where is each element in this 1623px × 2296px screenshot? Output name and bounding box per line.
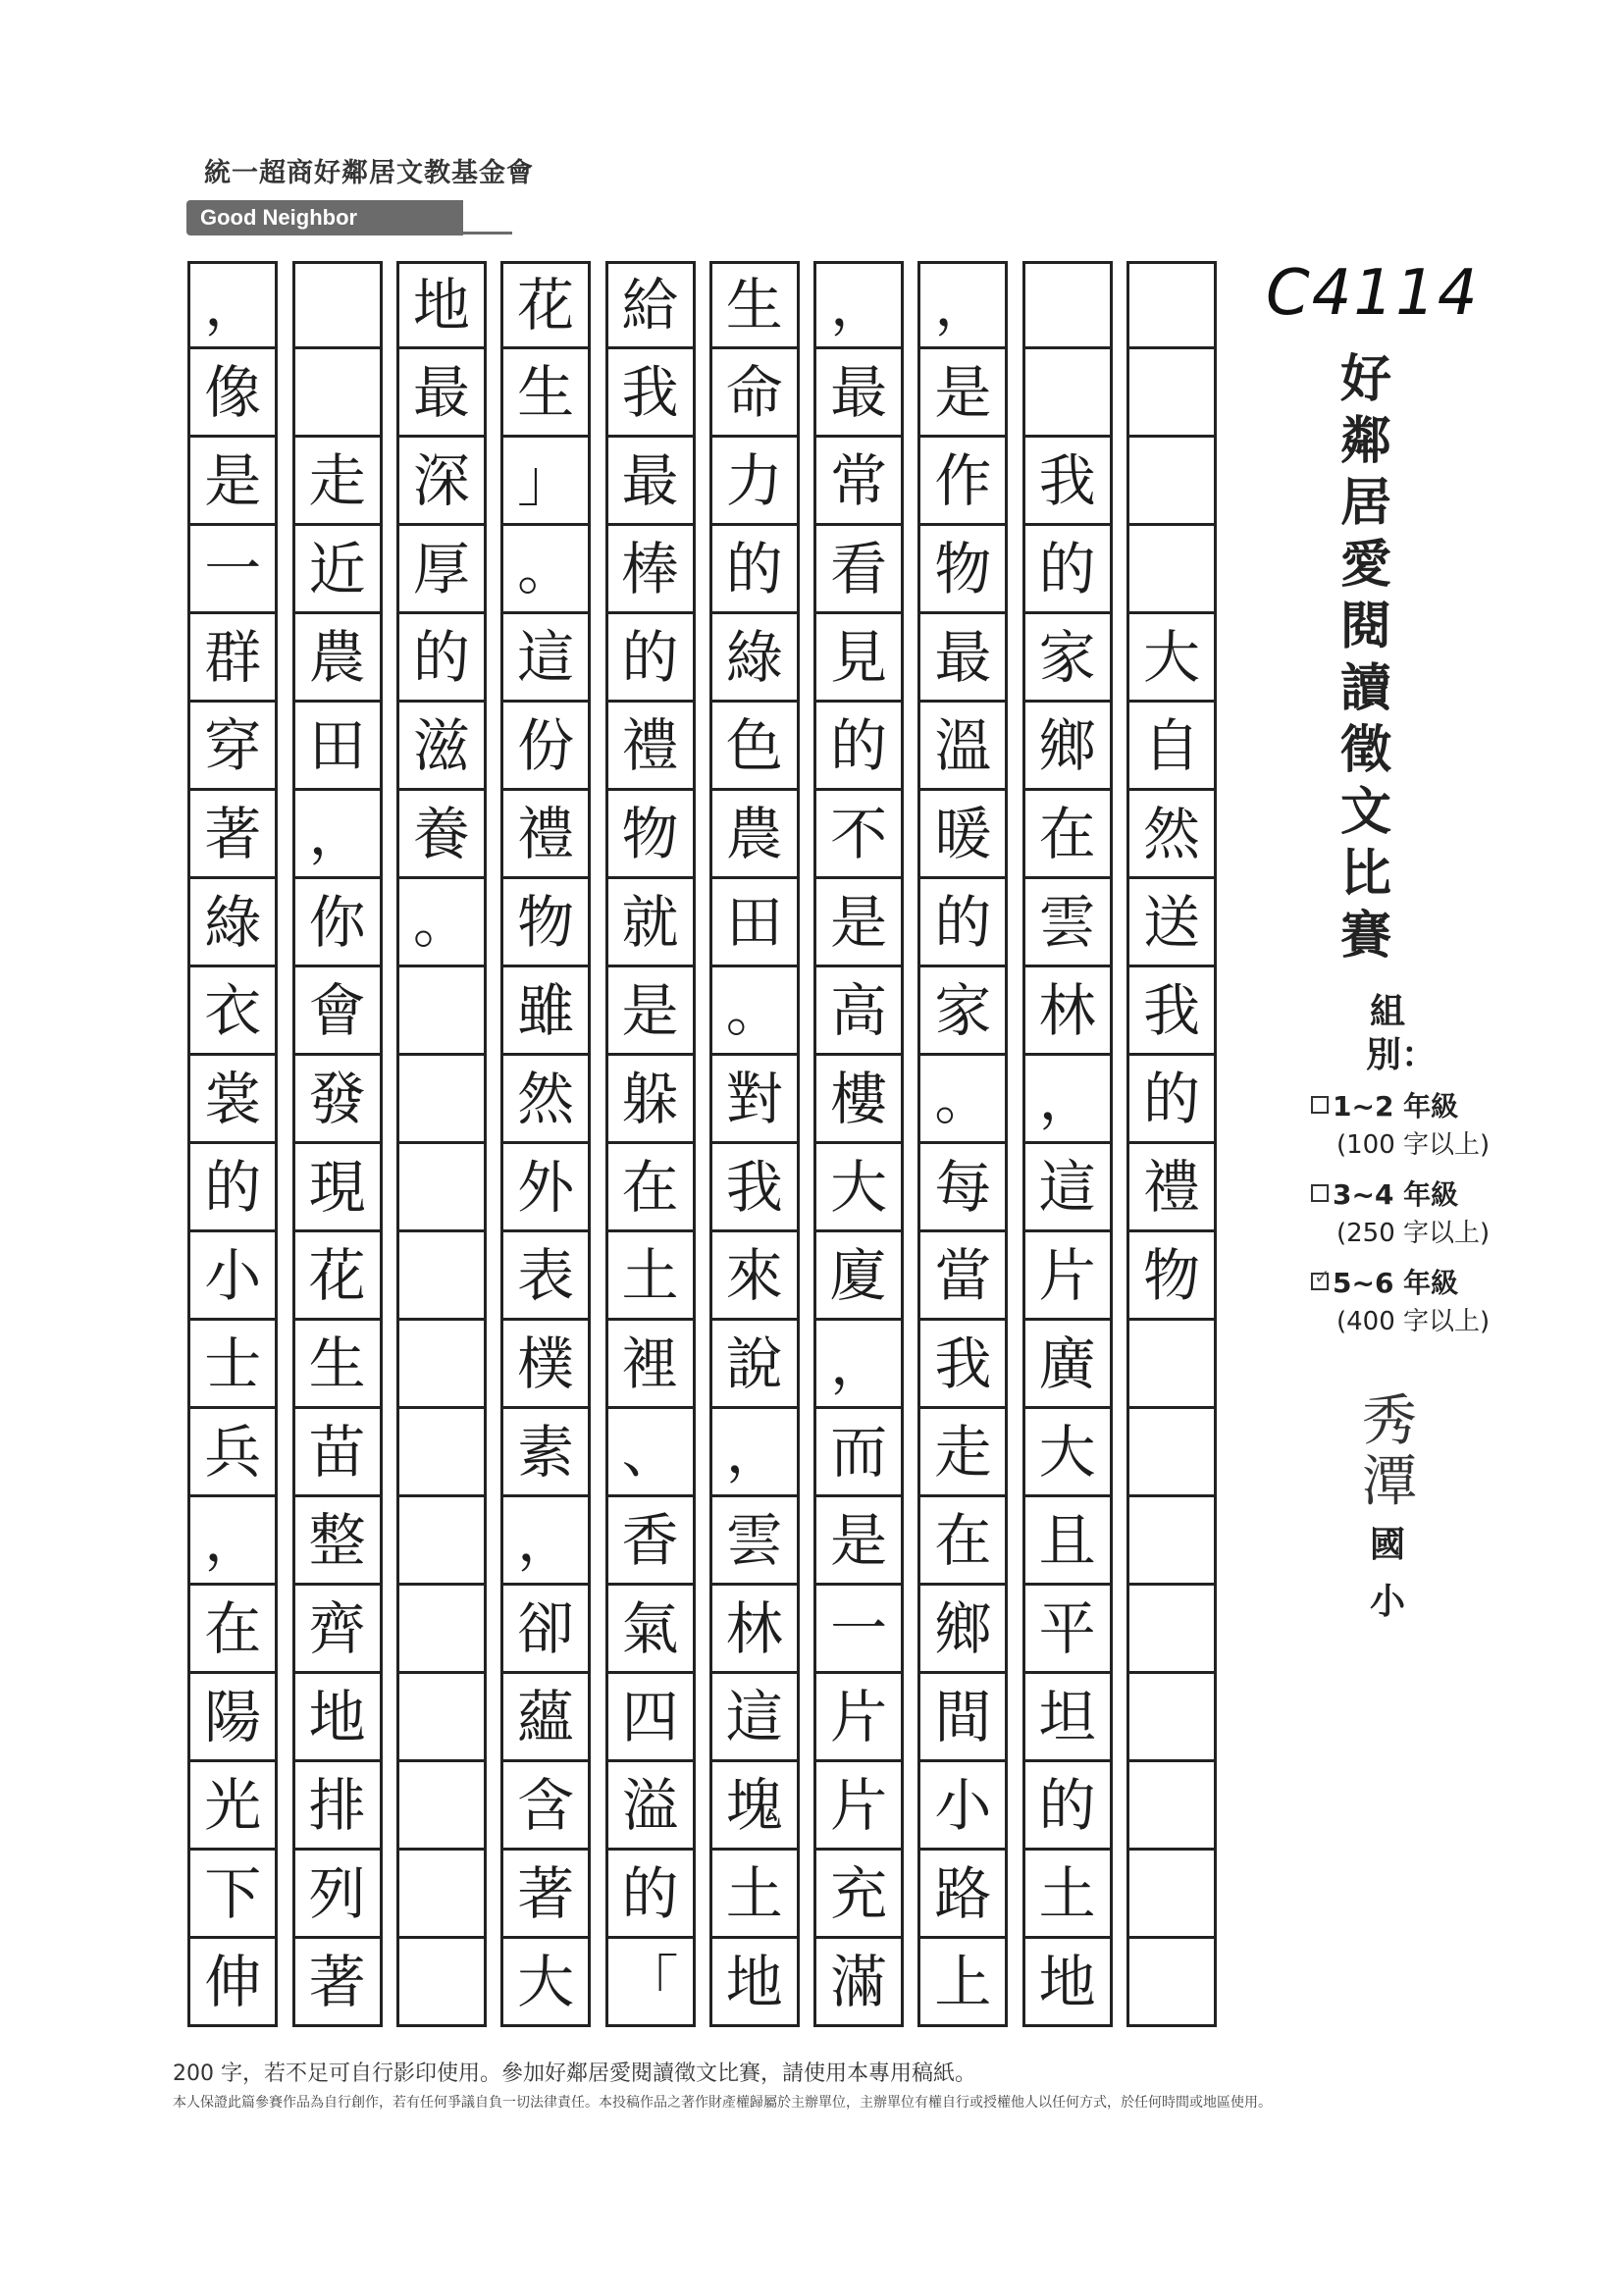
grid-cell: [396, 1586, 487, 1674]
grid-cell: 高: [813, 967, 904, 1056]
grid-cell: [396, 1674, 487, 1762]
grid-column: [292, 261, 383, 2031]
grid-cell: 大: [813, 1144, 904, 1232]
grid-cell: 是: [917, 349, 1008, 438]
grid-cell: 農: [292, 614, 383, 703]
grid-cell: 林: [709, 1586, 800, 1674]
grid-cell: 」: [500, 438, 591, 526]
grid-cell: 士: [187, 1321, 278, 1409]
grid-cell: 一: [813, 1586, 904, 1674]
grid-cell: 滿: [813, 1939, 904, 2027]
grid-cell: ，: [187, 261, 278, 349]
group-label: 組別：: [1366, 992, 1438, 1075]
grade-option-3-4[interactable]: 3~4 年級 (250 字以上): [1311, 1174, 1490, 1249]
grid-cell: 表: [500, 1232, 591, 1321]
grid-cell: 是: [605, 967, 696, 1056]
contest-title: 好鄰居愛閱讀徵文比賽: [1339, 350, 1391, 965]
grid-cell: 說: [709, 1321, 800, 1409]
grade-option-5-6[interactable]: ✓ 5~6 年級 (400 字以上): [1311, 1262, 1490, 1337]
grid-cell: 走: [917, 1409, 1008, 1497]
grid-cell: 發: [292, 1056, 383, 1144]
grid-cell: 鄉: [1022, 703, 1113, 791]
grid-cell: 當: [917, 1232, 1008, 1321]
grid-cell: 禮: [1126, 1144, 1217, 1232]
grid-cell: 。: [917, 1056, 1008, 1144]
school-suffix-text: 國小: [1369, 1525, 1405, 1622]
grid-cell: [1126, 1409, 1217, 1497]
grid-cell: [1126, 1321, 1217, 1409]
grade-option-1-2[interactable]: 1~2 年級 (100 字以上): [1311, 1085, 1490, 1161]
grid-cell: 小: [187, 1232, 278, 1321]
grid-cell: 作: [917, 438, 1008, 526]
grid-cell: 小: [917, 1762, 1008, 1851]
grid-cell: 最: [917, 614, 1008, 703]
grid-cell: 棒: [605, 526, 696, 614]
grid-cell: 含: [500, 1762, 591, 1851]
footer-disclaimer: 本人保證此篇參賽作品為自行創作，若有任何爭議自負一切法律責任。本投稿作品之著作財產權歸屬於主辦單位，主辦單位有權自行或授權他人以任何方式，於任何時間或地區使用。: [173, 2095, 1272, 2111]
grid-cell: 雲: [709, 1497, 800, 1586]
grid-cell: [396, 1497, 487, 1586]
grid-cell: 在: [1022, 791, 1113, 879]
grid-cell: 綠: [187, 879, 278, 967]
grid-column: [917, 261, 1008, 2031]
grid-cell: 苗: [292, 1409, 383, 1497]
grid-cell: ，: [709, 1409, 800, 1497]
grid-cell: 滋: [396, 703, 487, 791]
grid-cell: [396, 1851, 487, 1939]
grid-cell: 、: [605, 1409, 696, 1497]
grid-cell: 物: [500, 879, 591, 967]
school-name-text: 秀潭: [1362, 1389, 1417, 1514]
grid-cell: 家: [1022, 614, 1113, 703]
grid-cell: 然: [500, 1056, 591, 1144]
grid-cell: [1126, 438, 1217, 526]
grid-cell: 命: [709, 349, 800, 438]
grid-cell: 是: [813, 879, 904, 967]
grid-cell: 養: [396, 791, 487, 879]
grid-cell: 。: [709, 967, 800, 1056]
grid-cell: 齊: [292, 1586, 383, 1674]
grid-cell: 大: [1126, 614, 1217, 703]
grid-cell: 裳: [187, 1056, 278, 1144]
grid-cell: [396, 1232, 487, 1321]
grid-cell: ，: [500, 1497, 591, 1586]
grid-cell: 下: [187, 1851, 278, 1939]
grid-cell: 排: [292, 1762, 383, 1851]
grid-cell: 氣: [605, 1586, 696, 1674]
grid-column: [1126, 261, 1217, 2031]
grid-cell: 四: [605, 1674, 696, 1762]
grid-cell: 樸: [500, 1321, 591, 1409]
grid-cell: 在: [605, 1144, 696, 1232]
grid-cell: 躲: [605, 1056, 696, 1144]
grid-cell: [396, 1762, 487, 1851]
grid-cell: 雖: [500, 967, 591, 1056]
grid-cell: 陽: [187, 1674, 278, 1762]
grid-cell: 片: [1022, 1232, 1113, 1321]
grid-cell: 。: [500, 526, 591, 614]
grid-cell: 著: [500, 1851, 591, 1939]
grid-column: [709, 261, 800, 2031]
grid-cell: 裡: [605, 1321, 696, 1409]
grid-cell: 上: [917, 1939, 1008, 2027]
grid-cell: 自: [1126, 703, 1217, 791]
grid-cell: 兵: [187, 1409, 278, 1497]
grid-cell: 坦: [1022, 1674, 1113, 1762]
grid-cell: 我: [605, 349, 696, 438]
checkbox-icon[interactable]: [1311, 1184, 1329, 1202]
grid-cell: [1126, 526, 1217, 614]
grid-cell: 地: [396, 261, 487, 349]
grid-cell: 片: [813, 1674, 904, 1762]
grid-cell: 田: [709, 879, 800, 967]
checked-checkbox-icon[interactable]: ✓: [1311, 1273, 1329, 1290]
grid-cell: [1126, 261, 1217, 349]
grid-cell: 我: [917, 1321, 1008, 1409]
grid-cell: 送: [1126, 879, 1217, 967]
grid-cell: 花: [292, 1232, 383, 1321]
grid-cell: 溢: [605, 1762, 696, 1851]
grid-column: [187, 261, 278, 2031]
grid-cell: [1126, 1851, 1217, 1939]
grid-cell: 的: [605, 614, 696, 703]
grid-cell: [1126, 1497, 1217, 1586]
entry-serial-number: C4114: [1266, 257, 1480, 330]
grid-cell: 現: [292, 1144, 383, 1232]
header-rule: [463, 232, 512, 235]
grid-cell: 我: [709, 1144, 800, 1232]
grid-cell: 我: [1022, 438, 1113, 526]
grid-column: [813, 261, 904, 2031]
grid-cell: [396, 1056, 487, 1144]
grid-cell: 色: [709, 703, 800, 791]
grid-cell: 的: [1022, 1762, 1113, 1851]
grid-cell: 是: [813, 1497, 904, 1586]
grid-cell: 花: [500, 261, 591, 349]
grid-cell: 地: [292, 1674, 383, 1762]
grid-cell: [292, 261, 383, 349]
grid-cell: 近: [292, 526, 383, 614]
grid-column: [605, 261, 696, 2031]
grid-cell: 的: [1126, 1056, 1217, 1144]
grid-cell: 伸: [187, 1939, 278, 2027]
grid-cell: 地: [1022, 1939, 1113, 2027]
grid-cell: ，: [813, 261, 904, 349]
grid-cell: 的: [396, 614, 487, 703]
grid-cell: 「: [605, 1939, 696, 2027]
grid-cell: 大: [500, 1939, 591, 2027]
grid-cell: 最: [605, 438, 696, 526]
grid-cell: 整: [292, 1497, 383, 1586]
school-suffix: [1366, 1517, 1409, 1631]
grid-cell: 素: [500, 1409, 591, 1497]
grid-cell: 的: [917, 879, 1008, 967]
grid-cell: 廣: [1022, 1321, 1113, 1409]
grid-cell: 物: [605, 791, 696, 879]
grid-cell: 物: [1126, 1232, 1217, 1321]
grid-cell: 這: [709, 1674, 800, 1762]
grid-cell: 塊: [709, 1762, 800, 1851]
grid-cell: [1022, 349, 1113, 438]
grid-cell: 外: [500, 1144, 591, 1232]
grid-cell: 不: [813, 791, 904, 879]
grid-cell: [1126, 1939, 1217, 2027]
manuscript-grid: [194, 261, 1217, 2031]
grid-cell: [1126, 1674, 1217, 1762]
grid-cell: 平: [1022, 1586, 1113, 1674]
grid-column: [1022, 261, 1113, 2031]
grid-cell: 土: [709, 1851, 800, 1939]
grid-column: [500, 261, 591, 2031]
grid-cell: 禮: [605, 703, 696, 791]
grid-cell: 樓: [813, 1056, 904, 1144]
grid-cell: [1022, 261, 1113, 349]
grid-cell: 見: [813, 614, 904, 703]
grid-cell: 生: [500, 349, 591, 438]
grid-cell: 而: [813, 1409, 904, 1497]
grid-cell: [292, 349, 383, 438]
grid-cell: 對: [709, 1056, 800, 1144]
grid-cell: 看: [813, 526, 904, 614]
grid-cell: 香: [605, 1497, 696, 1586]
grid-cell: 大: [1022, 1409, 1113, 1497]
grid-cell: 常: [813, 438, 904, 526]
grid-cell: [396, 1321, 487, 1409]
foundation-name-zh: 統一超商好鄰居文教基金會: [204, 158, 534, 188]
grid-cell: [1126, 349, 1217, 438]
grid-cell: [396, 1409, 487, 1497]
grid-cell: ，: [292, 791, 383, 879]
grid-cell: ，: [1022, 1056, 1113, 1144]
grid-cell: 列: [292, 1851, 383, 1939]
grid-cell: 生: [292, 1321, 383, 1409]
foundation-name-en: Good Neighbor Foundation: [186, 200, 463, 235]
grid-cell: 最: [396, 349, 487, 438]
grid-cell: 農: [709, 791, 800, 879]
grid-cell: 土: [605, 1232, 696, 1321]
grid-cell: 力: [709, 438, 800, 526]
grid-cell: 林: [1022, 967, 1113, 1056]
grid-cell: 穿: [187, 703, 278, 791]
grid-cell: 雲: [1022, 879, 1113, 967]
grid-cell: 就: [605, 879, 696, 967]
grid-cell: [396, 967, 487, 1056]
grid-cell: 的: [709, 526, 800, 614]
grid-cell: 著: [292, 1939, 383, 2027]
grid-cell: [396, 1939, 487, 2027]
grid-cell: 物: [917, 526, 1008, 614]
grid-cell: 路: [917, 1851, 1008, 1939]
grid-cell: 份: [500, 703, 591, 791]
school-name-handwritten: [1358, 1391, 1421, 1513]
grid-cell: 暖: [917, 791, 1008, 879]
grid-cell: 會: [292, 967, 383, 1056]
grid-cell: 最: [813, 349, 904, 438]
grid-cell: 群: [187, 614, 278, 703]
grid-cell: 蘊: [500, 1674, 591, 1762]
grid-cell: 片: [813, 1762, 904, 1851]
grid-cell: 來: [709, 1232, 800, 1321]
grid-cell: 著: [187, 791, 278, 879]
grid-cell: 的: [187, 1144, 278, 1232]
grid-cell: 然: [1126, 791, 1217, 879]
grid-column: [396, 261, 487, 2031]
grid-cell: 地: [709, 1939, 800, 2027]
grid-cell: 光: [187, 1762, 278, 1851]
grid-cell: 間: [917, 1674, 1008, 1762]
grid-cell: 的: [813, 703, 904, 791]
grid-cell: 溫: [917, 703, 1008, 791]
grid-cell: 且: [1022, 1497, 1113, 1586]
grid-cell: 的: [1022, 526, 1113, 614]
grid-cell: 深: [396, 438, 487, 526]
grid-cell: 廈: [813, 1232, 904, 1321]
grid-cell: 鄉: [917, 1586, 1008, 1674]
grid-cell: ，: [917, 261, 1008, 349]
grid-cell: 是: [187, 438, 278, 526]
grid-cell: 。: [396, 879, 487, 967]
grid-cell: 家: [917, 967, 1008, 1056]
grid-cell: 我: [1126, 967, 1217, 1056]
grid-cell: 這: [1022, 1144, 1113, 1232]
grid-cell: ，: [813, 1321, 904, 1409]
grid-cell: [1126, 1586, 1217, 1674]
grid-cell: 走: [292, 438, 383, 526]
grid-cell: 生: [709, 261, 800, 349]
grid-cell: 綠: [709, 614, 800, 703]
grid-cell: ，: [187, 1497, 278, 1586]
grid-cell: 充: [813, 1851, 904, 1939]
grid-cell: 像: [187, 349, 278, 438]
footer-note: 200 字，若不足可自行影印使用。參加好鄰居愛閱讀徵文比賽，請使用本專用稿紙。: [173, 2061, 976, 2086]
grid-cell: [1126, 1762, 1217, 1851]
grid-cell: 你: [292, 879, 383, 967]
grid-cell: 的: [605, 1851, 696, 1939]
grid-cell: 在: [917, 1497, 1008, 1586]
grid-cell: 每: [917, 1144, 1008, 1232]
grid-cell: 給: [605, 261, 696, 349]
grid-cell: 在: [187, 1586, 278, 1674]
grid-cell: 土: [1022, 1851, 1113, 1939]
grid-cell: 衣: [187, 967, 278, 1056]
grid-cell: 厚: [396, 526, 487, 614]
grid-cell: 這: [500, 614, 591, 703]
checkbox-icon[interactable]: [1311, 1096, 1329, 1114]
grid-cell: [396, 1144, 487, 1232]
grid-cell: 一: [187, 526, 278, 614]
grid-cell: 禮: [500, 791, 591, 879]
grid-cell: 田: [292, 703, 383, 791]
grid-cell: 卻: [500, 1586, 591, 1674]
